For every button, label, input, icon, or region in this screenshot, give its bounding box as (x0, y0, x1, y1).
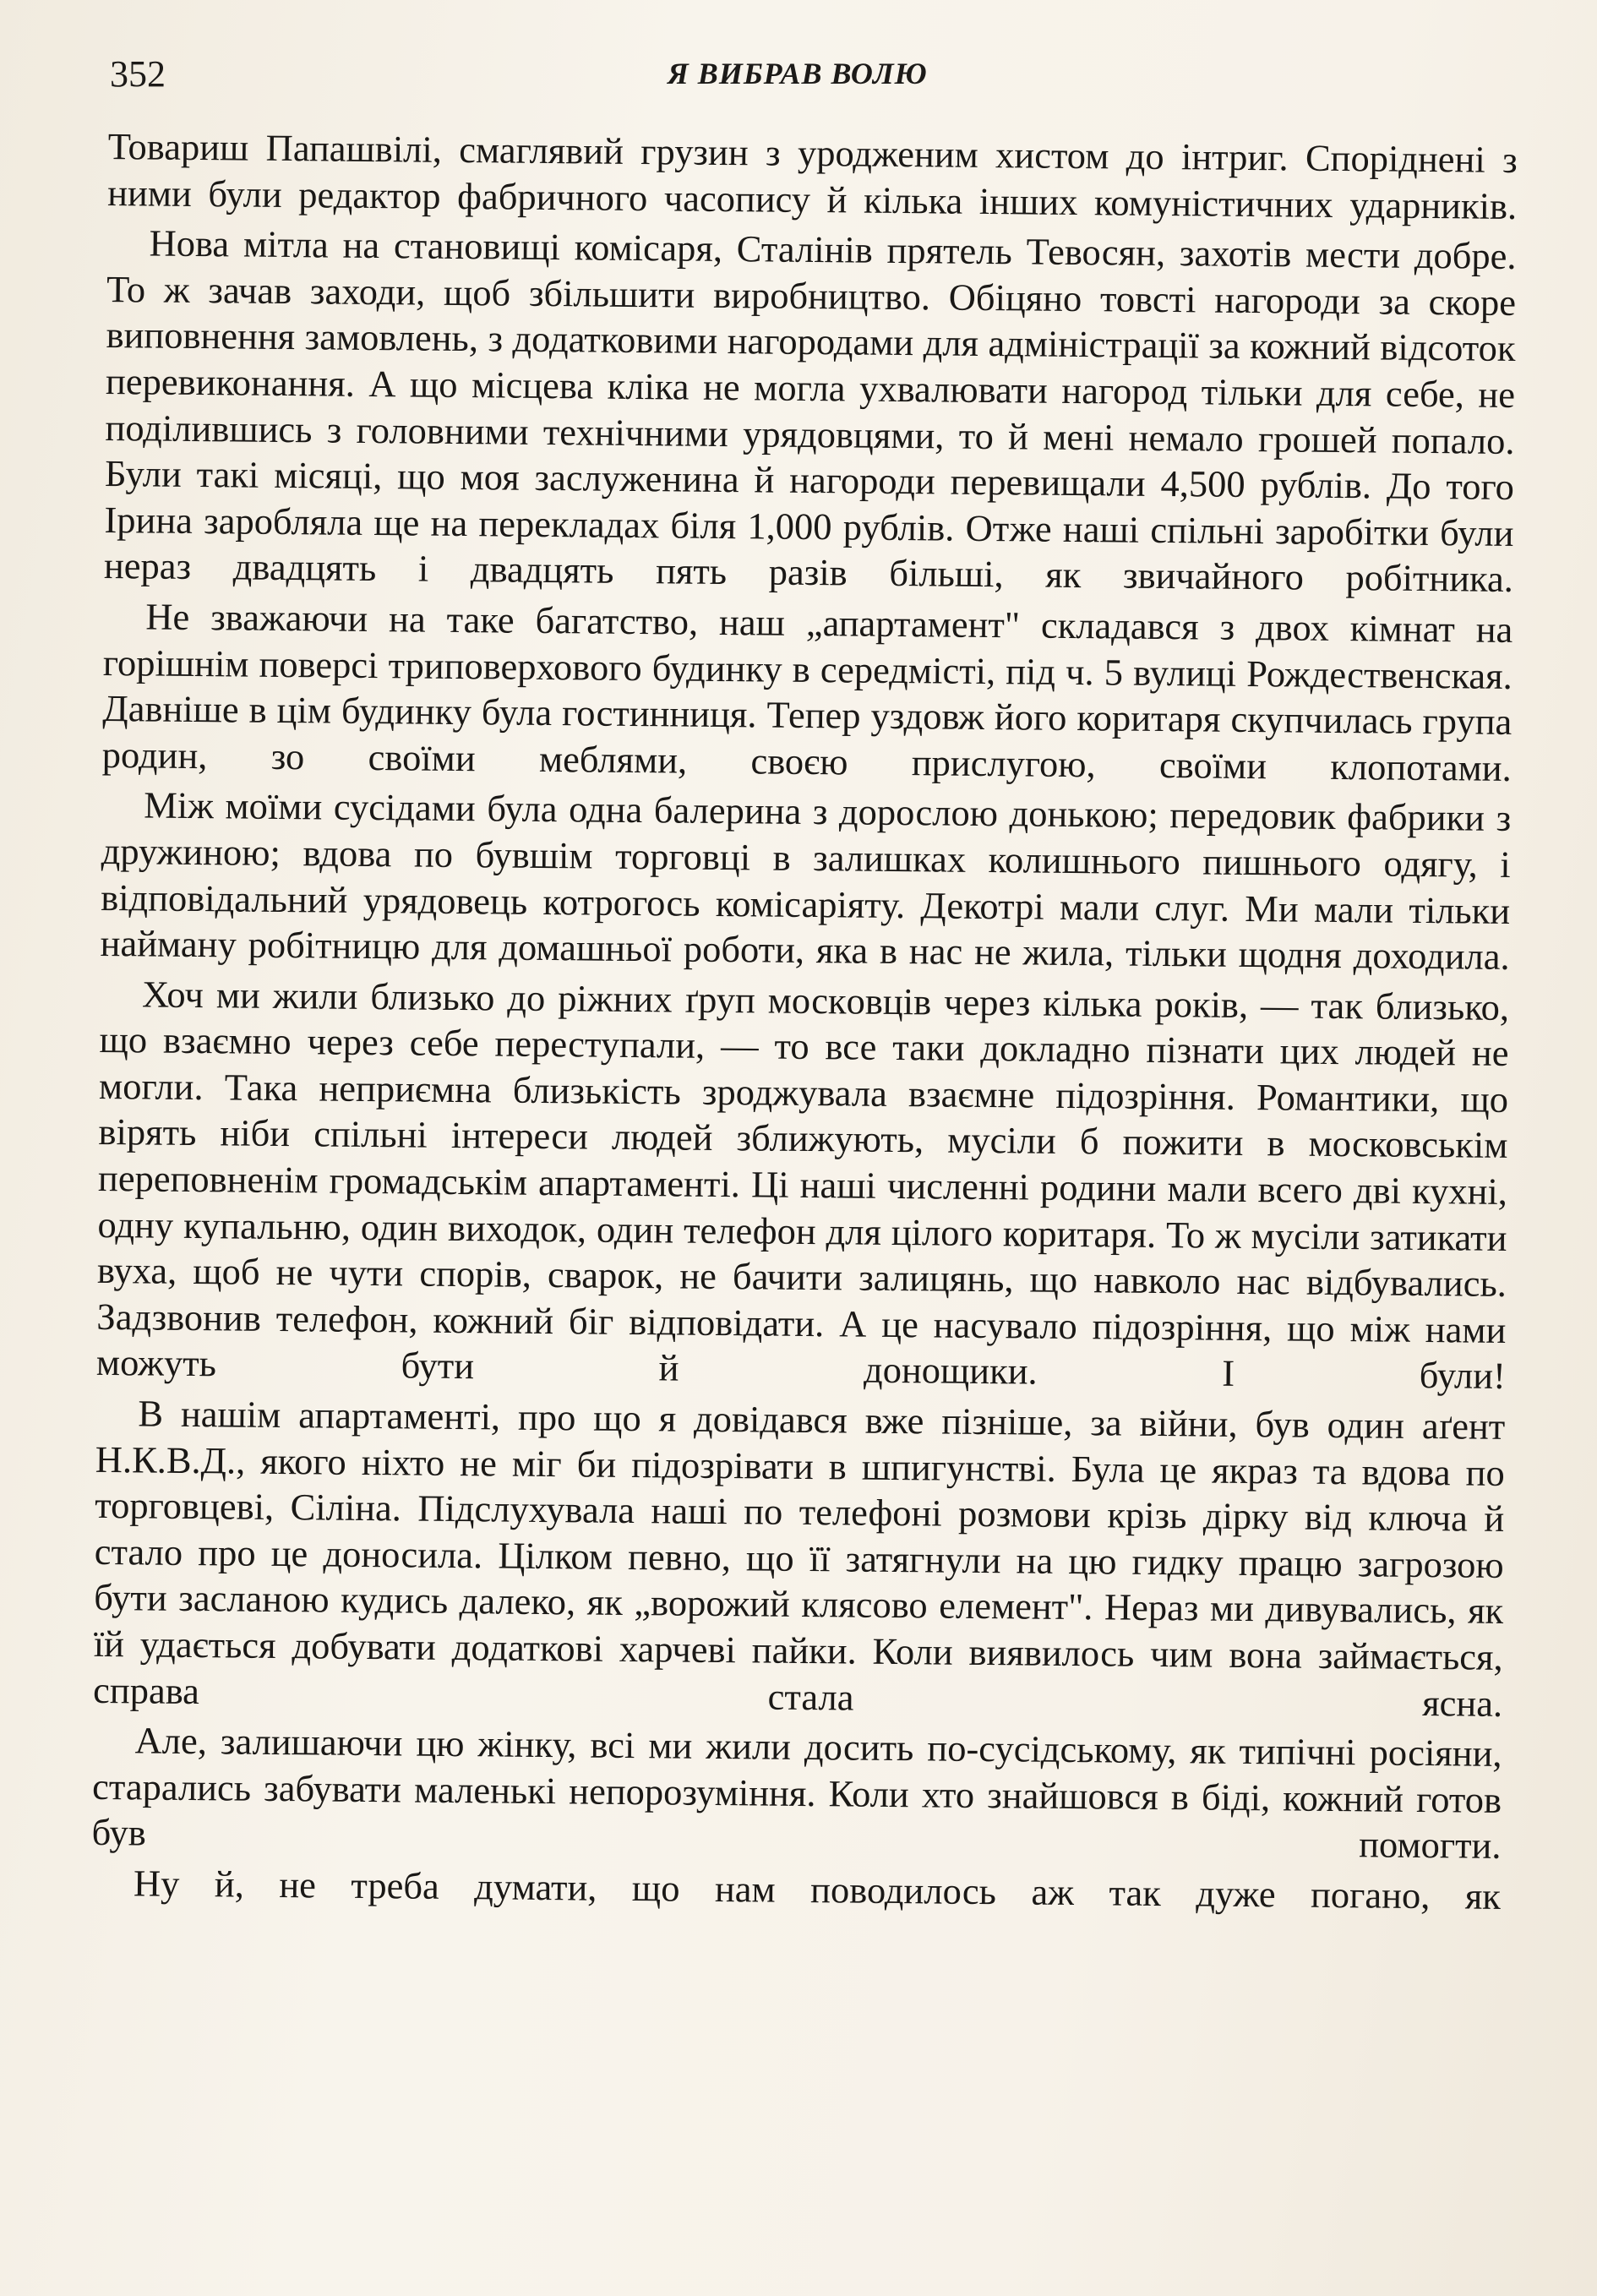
paragraph-6: В нашім апартаменті, про що я довідався вже пізніше, за війни, був один аґент Н.К.В.Д., якого ніхто не міг би підозрівати в шпигунстві. Була це якраз та вдова по торговцеві, Сіліна. Підслухувала наші по телефоні розмови крізь дірку від ключа й стало про це доносила. Цілком певно, що її затягнули на цю гидку працю загрозою бути засланою кудись далеко, як „ворожий клясово елемент". Нераз ми дивувались, як їй удається добувати додаткові харчеві пайки. Коли виявилось чим вона займається, справа стала ясна. (92, 1392, 1506, 1725)
paragraph-1: Товариш Папашвілі, смаглявий грузин з уродженим хистом до інтриг. Споріднені з ними були редактор фабричного часопису й кілька інших комуністичних ударників. (106, 124, 1518, 227)
paragraph-7: Але, залишаючи цю жінку, всі ми жили досить по-сусідському, як типічні росіяни, старались забувати маленькі непорозуміння. Коли хто знайшовся в біді, кожний готов був помогти. (91, 1719, 1502, 1868)
page-header (110, 52, 1546, 103)
page-number: 352 (110, 53, 166, 95)
body-text (91, 123, 1518, 1923)
paragraph-2: Нова мітла на становищі комісаря, Сталінів прятель Тевосян, захотів мести добре. То ж зачав заходи, щоб збільшити виробництво. Обіцяно товсті нагороди за скоре виповнення замовлень, з додатковими нагородами для адміністрації за кожний відсоток перевиконання. А що місцева кліка не могла ухвалювати нагород тільки для себе, не поділившись з головними технічними урядовцями, то й мені немало грошей попало. Були такі місяці, що моя заслуженина й нагороди перевищали 4,500 рублів. До того Ірина заробляла ще на перекладах біля 1,000 рублів. Отже наші спільні заробітки були нераз двадцять і двадцять пять разів більші, як звичайного робітника. (103, 221, 1517, 601)
paragraph-5: Хоч ми жили близько до ріжних ґруп москoвців через кілька років, — так близько, що взаємно через себе переступали, — то все таки докладно пізнати цих людей не могли. Така неприємна близькість зроджувала взаємне підозріння. Романтики, що вірять ніби спільні інтереси людей зближують, мусіли б пожити в московськім переповненім громадськім апартаменті. Ці наші численні родини мали всего дві кухні, одну купальню, один виходок, один телефон для цілого коритаря. То ж мусіли затикати вуха, щоб не чути спорів, сварок, не бачити залицянь, що навколо нас відбувались. Задзвонив телефон, кожний біг відповідати. А це насувало підозріння, що між нами можуть бути й донощики. І були! (95, 973, 1510, 1398)
paragraph-4: Між моїми сусідами була одна балерина з дорослою донькою; передовик фабрики з дружиною; вдова по бувшім торговці в залишках колишнього пишнього одягу, і відповідальний урядовець котрогось комісаріяту. Декотрі мали слуг. Ми мали тільки найману робітницю для домашньої роботи, яка в нас не жила, тільки щодня доходила. (100, 783, 1512, 979)
paragraph-8: Ну й, не треба думати, що нам поводилось аж так дуже погано, як (133, 1862, 1502, 1917)
paragraph-3: Не зважаючи на таке багатство, наш „апартамент" складався з двох кімнат на горішнім поверсі триповерхового будинку в середмісті, під ч. 5 вулиці Рождественская. Давніше в цім будинку була гостинниця. Тепер уздовж його коритаря скупчилась група родин, зо своїми меблями, своєю прислугою, своїми клопотами. (101, 595, 1513, 789)
running-title: Я ВИБРАВ ВОЛЮ (668, 57, 928, 90)
